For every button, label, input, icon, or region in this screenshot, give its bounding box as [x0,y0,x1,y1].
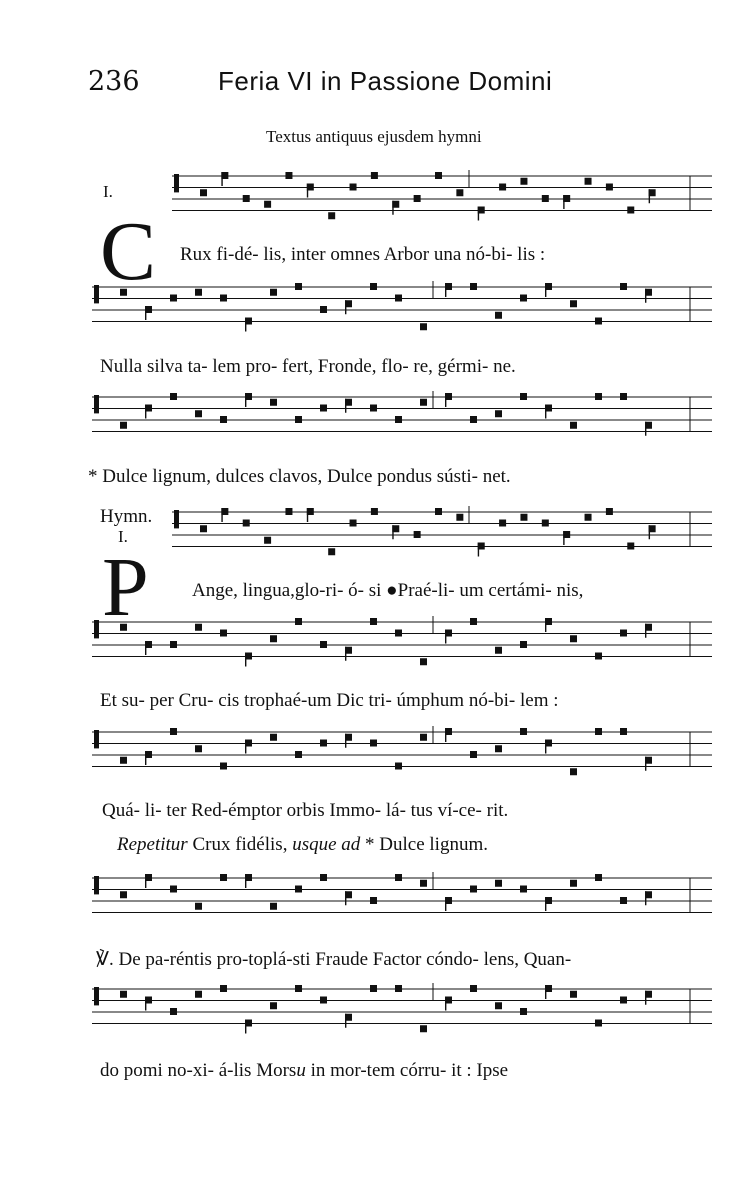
neume-stem [345,734,346,748]
neume [320,405,327,412]
neume-stem [245,1020,246,1034]
neume-stem [392,201,393,215]
neume-stem [245,653,246,667]
neume [456,514,463,521]
neume [595,318,602,325]
neume [370,405,377,412]
neume [627,543,634,550]
neume [420,658,427,665]
neume-stem [445,283,446,297]
neume [495,745,502,752]
drop-cap: C [100,205,157,298]
neume [420,323,427,330]
neume [495,1002,502,1009]
neume [620,728,627,735]
neume [170,641,177,648]
neume-stem [545,985,546,999]
neume [320,641,327,648]
neume-stem [545,405,546,419]
neume-stem [563,195,564,209]
neume [585,178,592,185]
neume [170,1008,177,1015]
neume [570,768,577,775]
clef [174,174,179,192]
neume [470,618,477,625]
neume [200,525,207,532]
neume [420,880,427,887]
neume [195,745,202,752]
neume [520,641,527,648]
neume-stem [649,189,650,203]
neume [570,880,577,887]
neume [195,289,202,296]
neume [371,172,378,179]
neume [520,295,527,302]
neume [350,184,357,191]
neume [570,635,577,642]
neume-stem [221,508,222,522]
verse-number: I. [103,182,113,201]
verse-number: I. [118,527,128,546]
neume [456,189,463,196]
neume-stem [307,184,308,198]
neume [320,874,327,881]
neume [606,184,613,191]
neume [370,618,377,625]
neume [520,1008,527,1015]
neume [395,874,402,881]
neume [495,410,502,417]
neume-stem [145,874,146,888]
neume-stem [345,399,346,413]
neume [595,874,602,881]
neume [320,740,327,747]
lyric-line: Rux fi-dé- lis, inter omnes Arbor una nó-bi- lis : [180,244,546,265]
neume [570,422,577,429]
neume [200,189,207,196]
lyric-line: Quá- li- ter Red-émptor orbis Immo- lá- tus ví-ce- rit. [102,800,509,821]
neume [395,416,402,423]
lyric-line: Et su- per Cru- cis trophaé-um Dic tri- úmphum nó-bi- lem : [100,690,559,711]
neume-stem [645,624,646,638]
running-title: Feria VI in Passione Domini [218,66,553,96]
neume [435,508,442,515]
neume-stem [563,531,564,545]
neume [595,1020,602,1027]
neume-stem [345,647,346,661]
clef [94,876,99,894]
neume-stem [445,630,446,644]
neume [395,295,402,302]
neume [520,728,527,735]
neume [195,903,202,910]
lyric-line: do pomi no-xi- á-lis Morsu in mor-tem córru- it : Ipse [100,1060,509,1081]
neume [495,647,502,654]
neume-stem [445,393,446,407]
neume [220,630,227,637]
neume [414,195,421,202]
neume-stem [345,300,346,314]
page-number: 236 [88,66,140,97]
neume-stem [545,283,546,297]
neume [270,734,277,741]
neume [170,886,177,893]
neume-stem [545,897,546,911]
neume [243,195,250,202]
neume-stem [445,728,446,742]
neume [395,763,402,770]
clef [174,510,179,528]
neume [370,897,377,904]
neume [350,520,357,527]
neume-stem [245,393,246,407]
neume-stem [478,207,479,221]
neume [328,548,335,555]
neume [243,520,250,527]
neume [320,997,327,1004]
neume-stem [145,751,146,765]
neume [570,300,577,307]
neume [495,312,502,319]
neume [328,212,335,219]
neume [414,531,421,538]
drop-cap: P [102,541,149,634]
neume [570,991,577,998]
neume [220,416,227,423]
neume [285,508,292,515]
neume [499,184,506,191]
neume [264,201,271,208]
clef [94,620,99,638]
neume [195,991,202,998]
neume [520,886,527,893]
neume [395,985,402,992]
neume-stem [145,405,146,419]
neume [120,991,127,998]
neume [120,422,127,429]
neume [627,207,634,214]
neume [270,1002,277,1009]
neume-stem [445,997,446,1011]
neume [195,624,202,631]
neume-stem [245,874,246,888]
neume [295,751,302,758]
neume [520,393,527,400]
neume [585,514,592,521]
neume [370,740,377,747]
neume [542,195,549,202]
neume [620,283,627,290]
neume [270,635,277,642]
neume [170,393,177,400]
neume [595,728,602,735]
lyric-line: * Dulce lignum, dulces clavos, Dulce pondus sústi- net. [88,466,511,487]
neume [435,172,442,179]
neume [420,1025,427,1032]
neume [270,399,277,406]
neume [295,283,302,290]
neume-stem [221,172,222,186]
neume [264,537,271,544]
neume [395,630,402,637]
neume [595,393,602,400]
neume [495,880,502,887]
neume [620,997,627,1004]
clef [94,730,99,748]
neume [620,630,627,637]
neume [620,393,627,400]
neume [470,283,477,290]
neume [470,751,477,758]
neume [606,508,613,515]
neume-stem [245,318,246,332]
neume-stem [145,997,146,1011]
neume-stem [545,740,546,754]
lyric-line: Ange, lingua,glo-ri- ó- si ●Praé-li- um certámi- nis, [192,580,584,601]
neume [295,618,302,625]
neume [120,757,127,764]
neume-stem [645,991,646,1005]
clef [94,395,99,413]
neume [595,653,602,660]
neume [470,416,477,423]
neume [120,891,127,898]
rubric [117,834,488,856]
subtitle: Textus antiquus ejusdem hymni [266,127,482,146]
neume-stem [392,525,393,539]
rubric-text: Crux fidélis, [192,834,288,855]
neume [470,985,477,992]
neume [370,985,377,992]
clef [94,987,99,1005]
neume-stem [345,1014,346,1028]
neume [295,416,302,423]
neume [295,985,302,992]
neume [170,728,177,735]
rubric-italic: Repetitur [117,834,188,855]
neume-stem [145,641,146,655]
neume [220,763,227,770]
neume [371,508,378,515]
neume-stem [445,897,446,911]
rubric-text: * Dulce lignum. [365,834,488,855]
neume [285,172,292,179]
neume [170,295,177,302]
neume [370,283,377,290]
neume-stem [645,891,646,905]
neume [520,514,527,521]
neume [195,410,202,417]
neume [220,295,227,302]
neume [220,874,227,881]
neume [420,399,427,406]
neume-stem [345,891,346,905]
lyric-line: Nulla silva ta- lem pro- fert, Fronde, flo- re, gérmi- ne. [100,356,516,377]
neume [320,306,327,313]
neume-stem [645,289,646,303]
neume [270,289,277,296]
neume [470,886,477,893]
lyric-line: ℣. De pa-réntis pro-toplá-sti Fraude Factor cóndo- lens, Quan- [96,949,572,970]
neume-stem [649,525,650,539]
neume [620,897,627,904]
neume [499,520,506,527]
hymn-label: Hymn. [100,506,153,527]
neume-stem [645,757,646,771]
neume [520,178,527,185]
neume-stem [478,543,479,557]
neume [270,903,277,910]
neume-stem [145,306,146,320]
neume [295,886,302,893]
neume [420,734,427,741]
neume [542,520,549,527]
neume-stem [307,508,308,522]
neume-stem [545,618,546,632]
clef [94,285,99,303]
neume [220,985,227,992]
neume-stem [245,740,246,754]
neume-stem [645,422,646,436]
rubric-italic: usque ad [292,834,361,855]
